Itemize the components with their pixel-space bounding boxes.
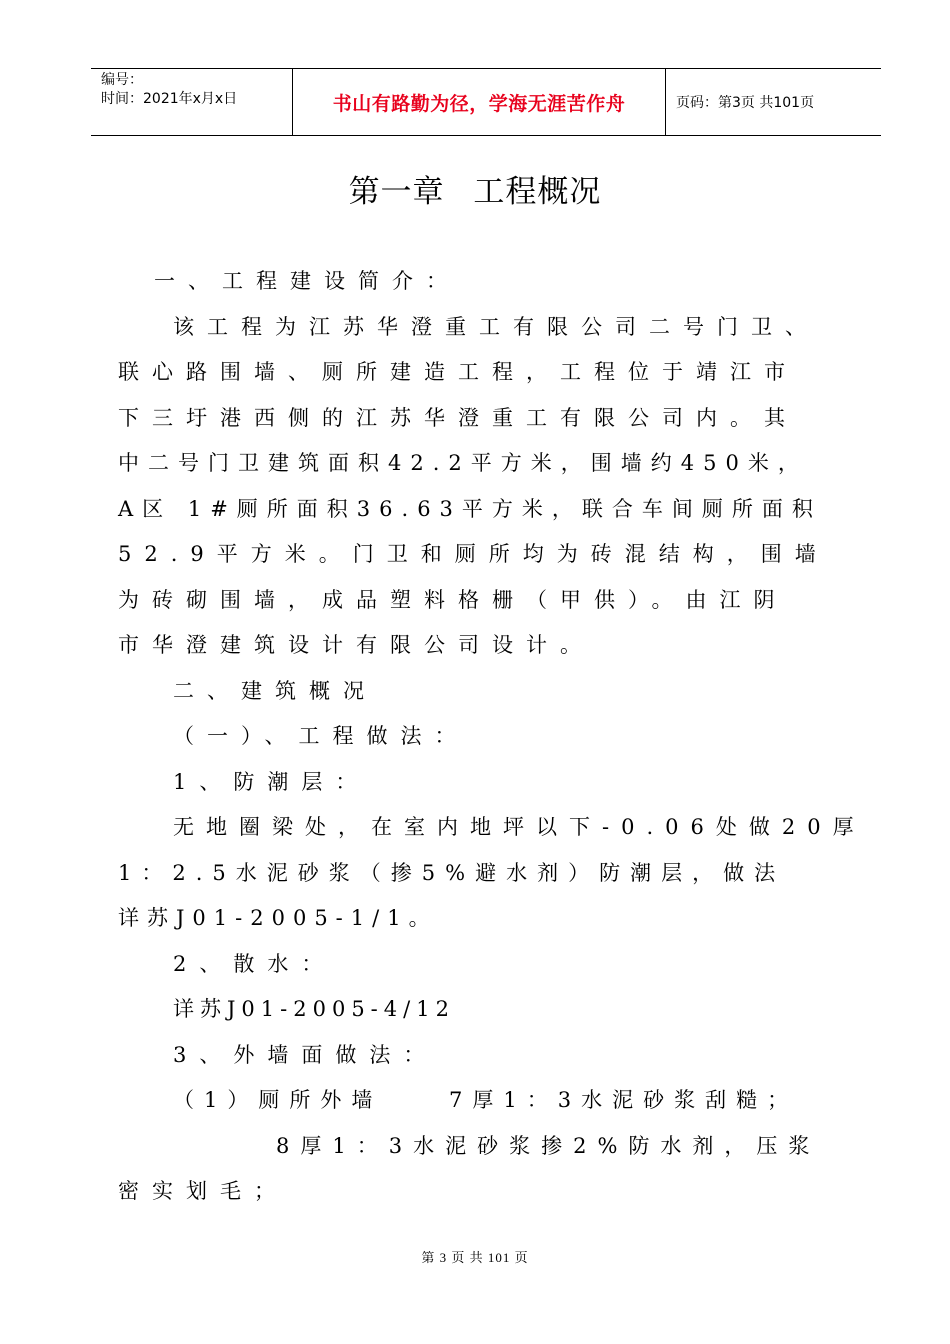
paragraph-line: 市华澄建筑设计有限公司设计。 bbox=[118, 633, 594, 657]
paragraph-line: 1：2.5水泥砂浆（掺5%避水剂）防潮层，做法 bbox=[118, 861, 786, 885]
section-heading-2: 二、建筑概况 bbox=[173, 679, 377, 703]
time-label: 时间：2021年x月x日 bbox=[101, 91, 238, 107]
paragraph-line: 详苏J01-2005-1/1。 bbox=[118, 906, 438, 930]
page-header bbox=[91, 68, 881, 136]
chapter-title: 第一章 工程概况 bbox=[348, 174, 602, 210]
paragraph-line: 52.9平方米。门卫和厕所均为砖混结构，围墙 bbox=[118, 542, 829, 566]
paragraph-line: 为砖砌围墙，成品塑料格栅（甲供）。由江阴 bbox=[118, 588, 788, 612]
paragraph-line: 密实划毛； bbox=[118, 1179, 288, 1203]
paragraph-line: 中二号门卫建筑面积42.2平方米，围墙约450米， bbox=[118, 451, 808, 475]
page-footer: 第 3 页 共 101 页 bbox=[421, 1250, 529, 1265]
paragraph-line: 下三圩港西侧的江苏华澄重工有限公司内。其 bbox=[118, 406, 798, 430]
item-heading: 3、外墙面做法： bbox=[173, 1043, 438, 1067]
paragraph-line: 详苏J01-2005-4/12 bbox=[173, 997, 455, 1021]
paragraph-line: （1）厕所外墙 7厚1：3水泥砂浆刮糙； bbox=[173, 1088, 799, 1112]
paragraph-line: 无地圈梁处，在室内地坪以下-0.06处做20厚 bbox=[173, 815, 866, 839]
subsection-heading: （一）、工程做法： bbox=[173, 724, 469, 748]
item-heading: 1、防潮层： bbox=[173, 770, 370, 794]
paragraph-line: 联心路围墙、厕所建造工程，工程位于靖江市 bbox=[118, 360, 798, 384]
header-slogan: 书山有路勤为径，学海无涯苦作舟 bbox=[293, 69, 666, 135]
paragraph-line: 8厚1：3水泥砂浆掺2%防水剂，压浆 bbox=[276, 1134, 821, 1158]
section-heading-1: 一、工程建设简介： bbox=[154, 269, 460, 293]
item-heading: 2、散水： bbox=[173, 952, 336, 976]
header-page-info: 页码：第3页 共101页 bbox=[676, 95, 815, 111]
number-label: 编号： bbox=[101, 72, 143, 88]
header-meta bbox=[91, 69, 293, 135]
paragraph-line: A区 1#厕所面积36.63平方米，联合车间厕所面积 bbox=[118, 497, 822, 521]
paragraph-line: 该工程为江苏华澄重工有限公司二号门卫、 bbox=[173, 315, 819, 339]
